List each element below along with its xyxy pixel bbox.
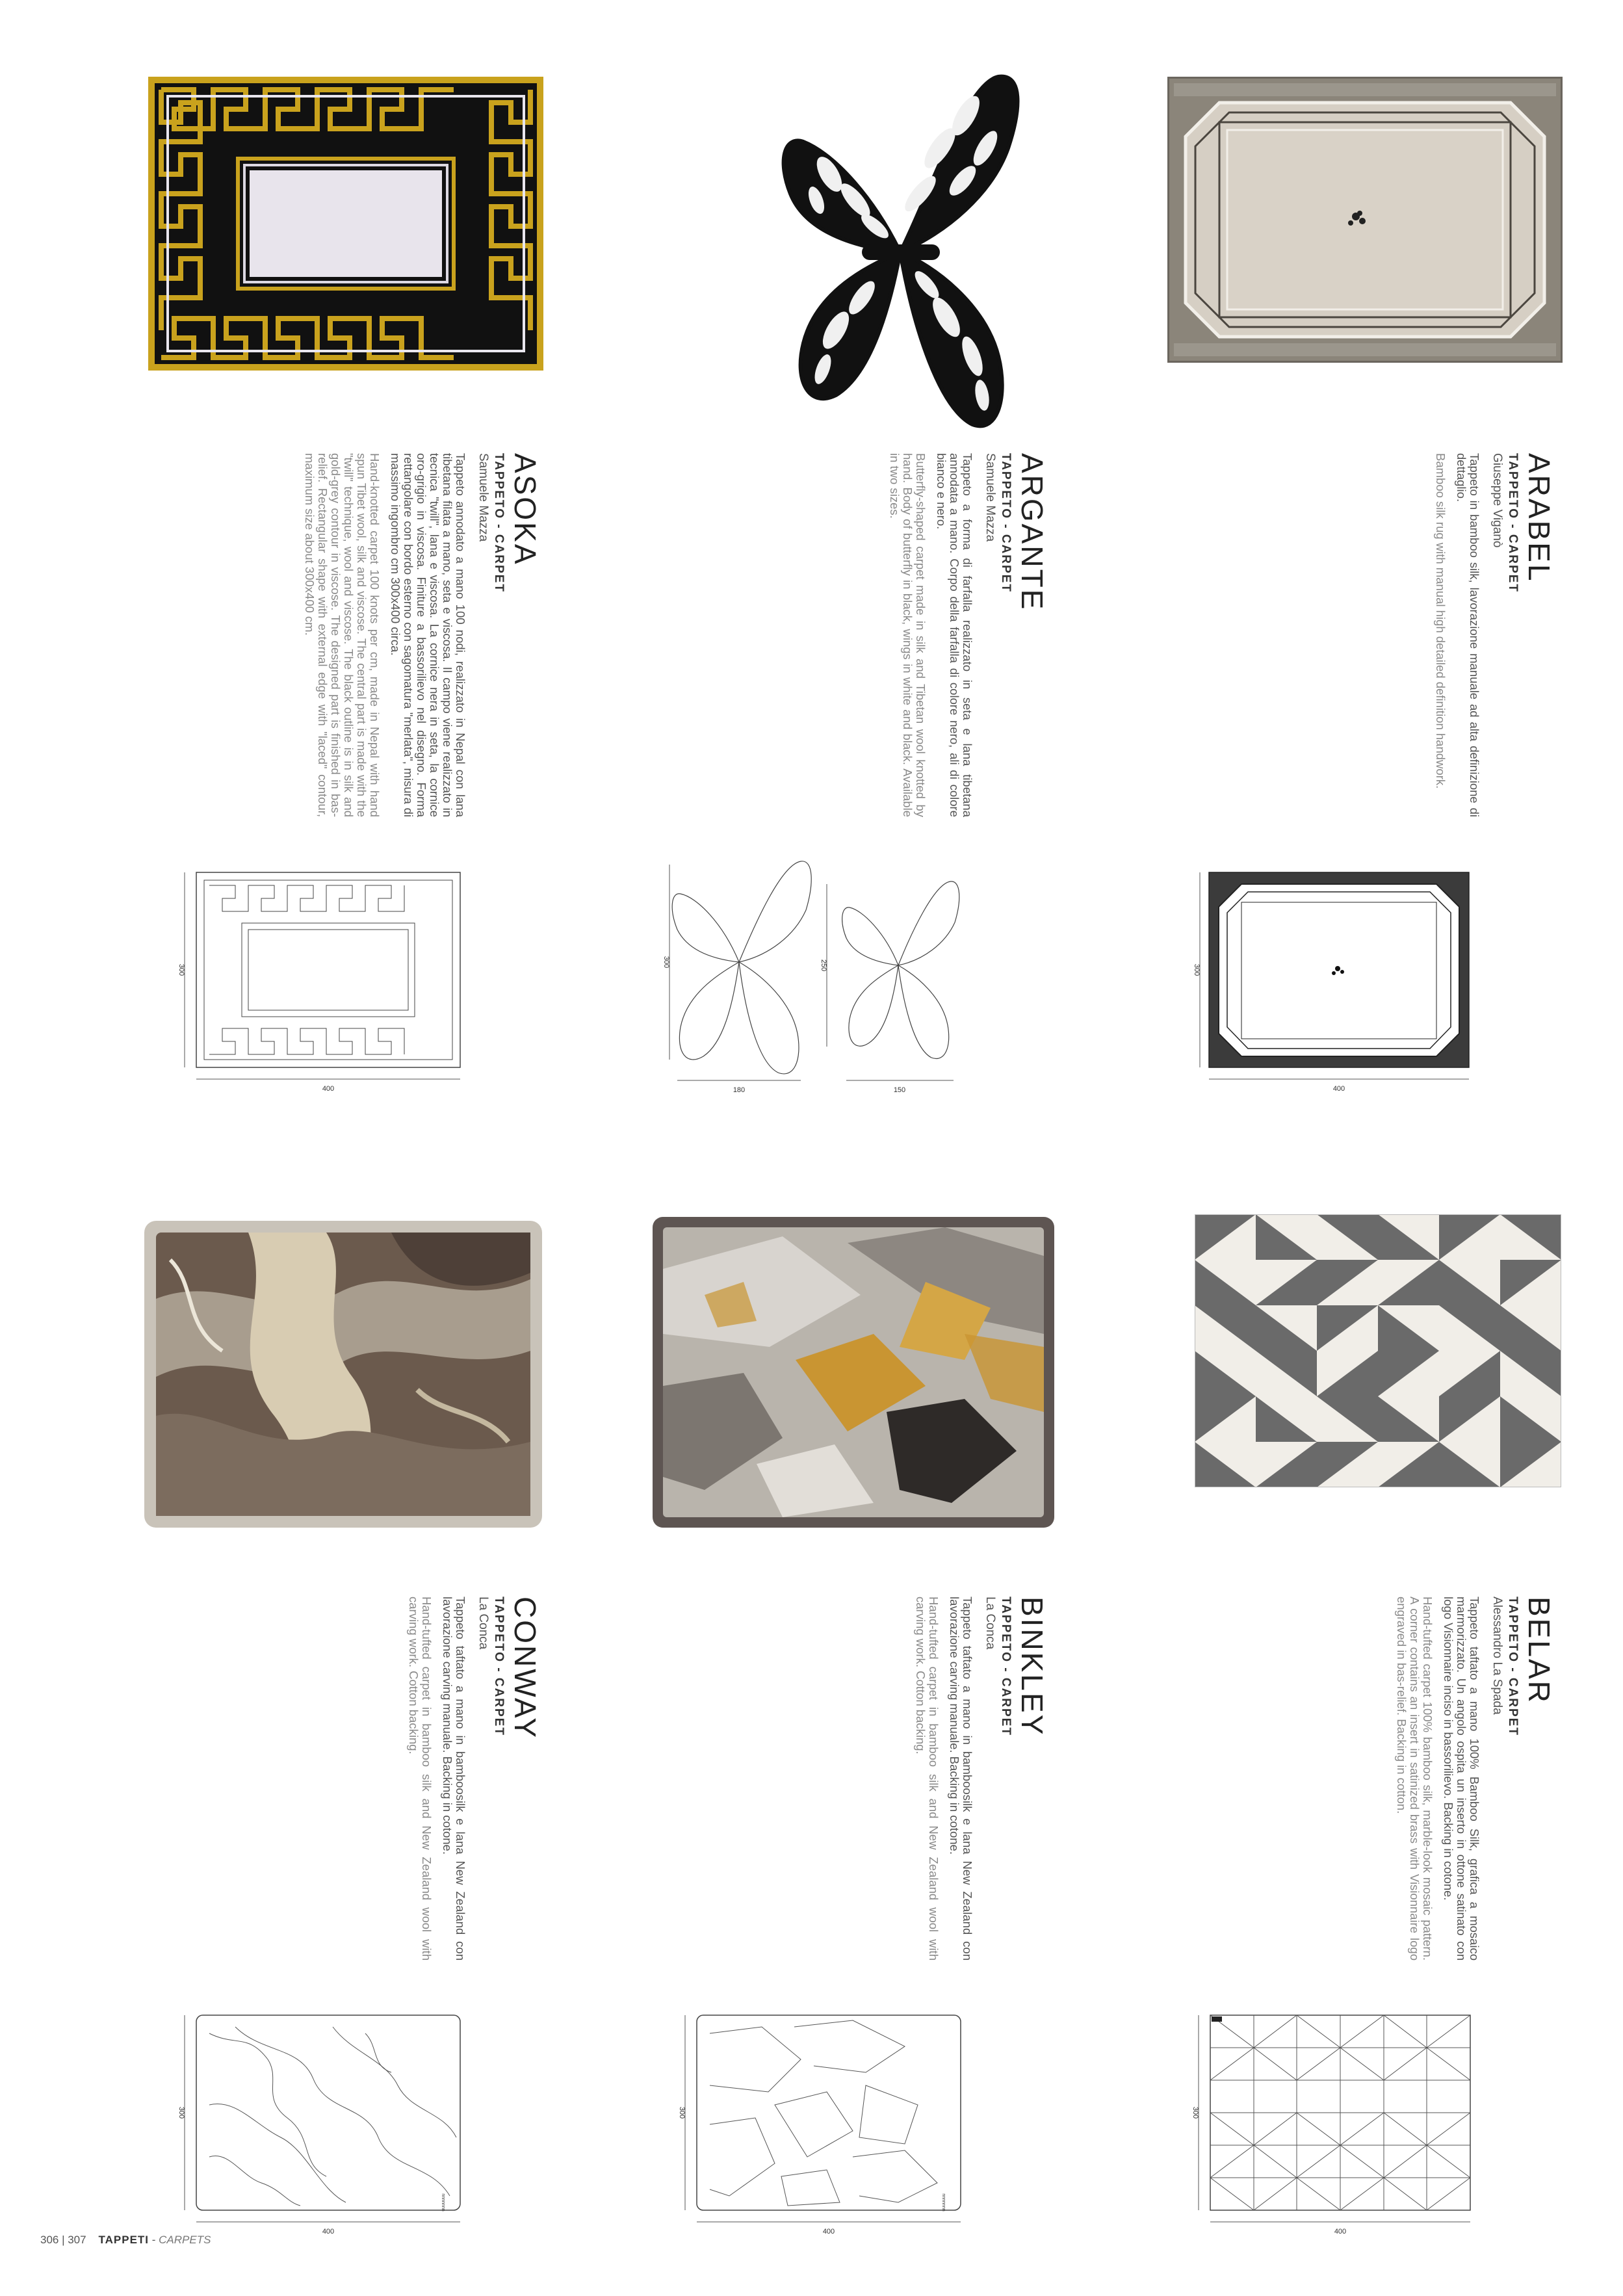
asoka-height-dim: 300 <box>177 963 185 976</box>
binkley-technical-drawing <box>671 2007 970 2241</box>
page-numbers: 306 | 307 <box>40 2234 86 2246</box>
argante-category: TAPPETO - CARPET <box>999 453 1013 593</box>
asoka-technical-drawing <box>170 865 469 1099</box>
conway-category: TAPPETO - CARPET <box>492 1597 506 1736</box>
argante-height-dim-small: 250 <box>820 959 827 972</box>
argante-width-dim-large: 180 <box>733 1086 746 1094</box>
page-footer: 306 | 307 TAPPETI - CARPETS <box>40 2234 211 2246</box>
section-label: TAPPETI <box>98 2234 149 2246</box>
asoka-text-it: Tappeto annodato a mano 100 nodi, realizzato in Nepal con lana tibetana filata a mano, seta e viscosa. Il campo viene realizzato in tecnica "twill", lana e viscosa. La cornice nera in seta, la cornice oro-grigio in viscosa. Finiture a bassorilievo nel disegno. Forma rettangolare con bordo esterno con sagomatura "merlata", misura di massimo ingombro cm 300x400 circa. <box>389 453 467 817</box>
asoka-width-dim: 400 <box>322 1085 335 1093</box>
binkley-height-dim: 300 <box>678 2106 686 2119</box>
conway-height-dim: 300 <box>177 2106 185 2119</box>
conway-logo-mark: nnnnnnn <box>441 2193 445 2211</box>
belar-description <box>1395 1597 1555 1961</box>
arabel-rug-image <box>1167 77 1563 363</box>
arabel-text-en: Bamboo silk rug with manual high detailed definition handwork. <box>1434 453 1448 789</box>
argante-butterfly-image <box>777 70 1023 434</box>
conway-description <box>407 1597 541 1961</box>
conway-width-dim: 400 <box>322 2228 335 2236</box>
argante-title: ARGANTE <box>1015 453 1049 612</box>
belar-text-it: Tappeto taftato a mano 100% Bamboo Silk, grafica a mosaico marmorizzato. Un angolo ospita un inserto in ottone satinato con logo Visionnaire inciso in bassorilievo. Backing in cotone. <box>1442 1597 1481 1961</box>
belar-title: BELAR <box>1522 1597 1556 1704</box>
asoka-description <box>303 453 541 817</box>
belar-technical-drawing <box>1184 2007 1483 2241</box>
arabel-designer: Giuseppe Viganò <box>1490 453 1504 548</box>
arabel-technical-drawing <box>1189 865 1475 1099</box>
argante-designer: Samuele Mazza <box>983 453 997 542</box>
argante-description <box>888 453 1048 817</box>
binkley-rug-image <box>653 1217 1054 1528</box>
asoka-category: TAPPETO - CARPET <box>492 453 506 593</box>
arabel-category: TAPPETO - CARPET <box>1506 453 1520 593</box>
asoka-designer: Samuele Mazza <box>476 453 490 542</box>
argante-width-dim-small: 150 <box>893 1086 906 1094</box>
binkley-designer: La Conca <box>983 1597 997 1650</box>
belar-text-en: Hand-tufted carpet 100% bamboo silk, marble-look mosaic pattern. A corner contains an insert in satinized brass with Visionnaire logo engraved in bas-relief. Backing in cotton. <box>1395 1597 1435 1961</box>
arabel-text-it: Tappeto in bamboo silk, lavorazione manuale ad alta definizione di dettaglio. <box>1455 453 1481 817</box>
conway-technical-drawing <box>170 2007 469 2241</box>
asoka-rug-image <box>148 77 543 371</box>
argante-height-dim-large: 300 <box>662 956 670 969</box>
binkley-category: TAPPETO - CARPET <box>999 1597 1013 1736</box>
conway-text-en: Hand-tufted carpet in bamboo silk and New Zealand wool with carving work. Cotton backing. <box>407 1597 434 1961</box>
conway-rug-image <box>144 1221 542 1528</box>
belar-rug-image <box>1195 1214 1561 1487</box>
binkley-title: BINKLEY <box>1015 1597 1049 1737</box>
asoka-text-en: Hand-knotted carpet 100 knots per cm, made in Nepal with hand spun Tibet wool, silk and viscose. The central part is made with the "twill" technique, wool and viscose. The black outline is in silk and gold-grey contour in viscose. The designed part is finished in bas-relief. Rectangular shape with external edge with "laced" contour, maximum size about 300x400 cm. <box>303 453 382 817</box>
binkley-text-it: Tappeto taftato a mano in bamboosilk e lana New Zealand con lavorazione carving manuale. Backing in cotone. <box>948 1597 974 1961</box>
arabel-width-dim: 400 <box>1332 1085 1345 1093</box>
binkley-logo-mark: nnnnnnn <box>941 2193 946 2211</box>
subsection-label: CARPETS <box>159 2234 211 2246</box>
conway-designer: La Conca <box>476 1597 490 1650</box>
belar-height-dim: 300 <box>1191 2106 1199 2119</box>
argante-text-it: Tappeto a forma di farfalla realizzato in seta e lana tibetana annodata a mano. Corpo della farfalla di colore nero, ali di colore bianco e nero. <box>935 453 974 817</box>
belar-width-dim: 400 <box>1334 2228 1347 2236</box>
conway-title: CONWAY <box>508 1597 542 1740</box>
arabel-title: ARABEL <box>1522 453 1556 583</box>
argante-text-en: Butterfly-shaped carpet made in silk and Tibetan wool knotted by hand. Body of butterfly in black, wings in white and black. Available in two sizes. <box>888 453 928 817</box>
arabel-height-dim: 300 <box>1193 963 1201 976</box>
belar-category: TAPPETO - CARPET <box>1506 1597 1520 1736</box>
argante-technical-drawing <box>651 845 976 1099</box>
binkley-width-dim: 400 <box>822 2228 835 2236</box>
binkley-text-en: Hand-tufted carpet in bamboo silk and New Zealand wool with carving work. Cotton backing. <box>914 1597 941 1961</box>
binkley-description <box>914 1597 1048 1961</box>
belar-designer: Alessandro La Spada <box>1490 1597 1504 1715</box>
asoka-title: ASOKA <box>508 453 542 566</box>
arabel-description <box>1434 453 1555 817</box>
conway-text-it: Tappeto taftato a mano in bamboosilk e lana New Zealand con lavorazione carving manuale. Backing in cotone. <box>441 1597 467 1961</box>
